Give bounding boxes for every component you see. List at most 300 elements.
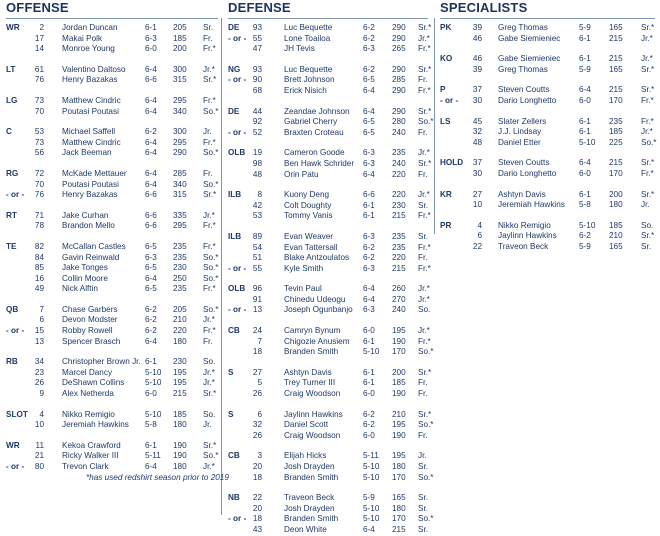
position-label: LT bbox=[6, 64, 16, 74]
player-weight: 260 bbox=[392, 284, 406, 294]
player-name: Nick Alftin bbox=[62, 284, 98, 294]
player-weight: 200 bbox=[173, 44, 187, 54]
player-class: Fr. bbox=[418, 169, 428, 179]
roster-row bbox=[228, 34, 428, 45]
player-height: 6-1 bbox=[363, 200, 375, 210]
player-class: Sr.* bbox=[203, 440, 217, 450]
player-class: Jr.* bbox=[641, 54, 653, 64]
player-height: 6-4 bbox=[145, 462, 157, 471]
roster-row bbox=[228, 514, 434, 525]
player-class: So.* bbox=[418, 117, 434, 127]
player-class: Fr.* bbox=[418, 242, 431, 252]
jersey-number: 20 bbox=[252, 503, 262, 513]
player-weight: 230 bbox=[392, 200, 406, 210]
player-height: 6-2 bbox=[363, 23, 375, 32]
jersey-number: 4 bbox=[39, 409, 44, 419]
player-weight: 195 bbox=[392, 451, 406, 461]
player-class: Jr.* bbox=[418, 284, 430, 294]
player-weight: 180 bbox=[173, 336, 187, 346]
roster-row bbox=[6, 221, 218, 232]
player-name: Marcel Dancy bbox=[62, 367, 113, 377]
position-label: WR bbox=[6, 23, 20, 32]
player-name: McCallan Castles bbox=[62, 241, 126, 251]
player-height: 6-6 bbox=[145, 75, 157, 85]
player-weight: 210 bbox=[392, 409, 406, 419]
jersey-number: 44 bbox=[252, 106, 262, 116]
jersey-number: 32 bbox=[252, 420, 262, 430]
player-height: 5-9 bbox=[579, 241, 591, 251]
roster-row bbox=[228, 347, 434, 358]
jersey-number: 73 bbox=[34, 95, 44, 105]
player-height: 6-3 bbox=[363, 263, 375, 273]
player-class: So.* bbox=[203, 304, 219, 314]
player-height: 6-3 bbox=[363, 158, 375, 168]
roster-row bbox=[228, 232, 428, 243]
player-height: 5-10 bbox=[363, 472, 380, 482]
position-group bbox=[440, 85, 655, 106]
player-weight: 200 bbox=[392, 367, 406, 377]
player-class: Jr.* bbox=[203, 378, 215, 388]
player-class: Fr.* bbox=[641, 168, 654, 178]
jersey-number: 53 bbox=[252, 211, 262, 221]
position-label: PK bbox=[440, 23, 452, 32]
jersey-number: 24 bbox=[252, 326, 262, 336]
roster-row bbox=[228, 170, 428, 181]
roster-row bbox=[440, 200, 655, 211]
player-name: Dario Longhetto bbox=[498, 95, 557, 105]
roster-row bbox=[6, 451, 218, 462]
player-height: 6-4 bbox=[363, 524, 375, 534]
player-name: Erick Nisich bbox=[284, 85, 327, 95]
player-class: Fr.* bbox=[641, 95, 654, 105]
jersey-number: 85 bbox=[34, 263, 44, 273]
roster-row bbox=[228, 378, 428, 389]
player-weight: 170 bbox=[392, 472, 406, 482]
player-weight: 315 bbox=[173, 190, 187, 200]
position-group bbox=[228, 367, 432, 400]
player-height: 6-0 bbox=[145, 389, 157, 399]
position-group bbox=[6, 242, 218, 295]
jersey-number: 26 bbox=[252, 430, 262, 440]
column-divider bbox=[434, 18, 435, 234]
jersey-number: 5 bbox=[257, 378, 262, 388]
player-weight: 235 bbox=[609, 116, 623, 126]
player-height: 6-4 bbox=[363, 169, 375, 179]
roster-row bbox=[6, 138, 218, 149]
position-label: PR bbox=[440, 220, 452, 230]
player-height: 6-2 bbox=[145, 304, 157, 314]
position-label: - or - bbox=[6, 190, 25, 200]
player-height: 6-2 bbox=[363, 253, 375, 263]
position-label: TE bbox=[6, 241, 17, 251]
specialists-heading: SPECIALISTS bbox=[440, 0, 655, 19]
roster-row bbox=[6, 44, 218, 55]
player-name: Chigozie Anusiem bbox=[284, 336, 350, 346]
jersey-number: 6 bbox=[257, 409, 262, 419]
column-divider bbox=[221, 18, 222, 515]
position-group bbox=[6, 410, 218, 431]
position-group bbox=[440, 190, 655, 211]
player-name: Ashtyn Davis bbox=[498, 189, 546, 199]
player-weight: 290 bbox=[392, 85, 406, 95]
jersey-number: 32 bbox=[472, 127, 482, 137]
player-name: Zeandae Johnson bbox=[284, 106, 350, 116]
jersey-number: 6 bbox=[477, 231, 482, 241]
roster-row bbox=[228, 148, 428, 159]
player-class: Jr.* bbox=[418, 326, 430, 336]
player-height: 6-1 bbox=[145, 357, 157, 367]
player-class: Sr.* bbox=[418, 64, 432, 74]
position-group bbox=[6, 441, 218, 473]
player-height: 5-10 bbox=[145, 367, 162, 377]
offense-column bbox=[6, 0, 229, 483]
player-weight: 215 bbox=[609, 54, 623, 64]
player-class: Jr.* bbox=[418, 294, 430, 304]
player-class: So. bbox=[641, 220, 654, 230]
player-name: Nikko Remigio bbox=[498, 220, 551, 230]
jersey-number: 26 bbox=[252, 389, 262, 399]
player-height: 6-6 bbox=[145, 221, 157, 231]
jersey-number: 51 bbox=[252, 253, 262, 263]
position-label: LS bbox=[440, 116, 451, 126]
player-height: 6-4 bbox=[145, 106, 157, 116]
roster-row bbox=[228, 211, 431, 222]
player-height: 6-0 bbox=[363, 326, 375, 336]
player-height: 6-3 bbox=[363, 305, 375, 315]
jersey-number: 18 bbox=[252, 347, 262, 357]
player-class: Fr.* bbox=[203, 284, 216, 294]
roster-row bbox=[6, 96, 218, 107]
player-name: Ashtyn Davis bbox=[284, 367, 332, 377]
jersey-number: 13 bbox=[252, 305, 262, 315]
player-class: Fr.* bbox=[203, 95, 216, 105]
player-height: 6-1 bbox=[145, 440, 157, 450]
player-name: Orin Patu bbox=[284, 169, 319, 179]
player-weight: 240 bbox=[392, 127, 406, 137]
jersey-number: 72 bbox=[34, 168, 44, 178]
jersey-number: 39 bbox=[472, 23, 482, 32]
jersey-number: 55 bbox=[252, 263, 262, 273]
roster-row bbox=[228, 462, 428, 473]
jersey-number: 2 bbox=[39, 23, 44, 32]
position-group bbox=[6, 305, 218, 347]
defense-groups bbox=[228, 23, 434, 536]
player-height: 6-1 bbox=[363, 367, 375, 377]
player-class: Sr.* bbox=[203, 190, 217, 200]
position-label: S bbox=[228, 409, 234, 419]
player-weight: 230 bbox=[173, 357, 187, 367]
player-class: Sr. bbox=[418, 231, 429, 241]
position-label: ILB bbox=[228, 190, 242, 200]
player-height: 6-3 bbox=[363, 44, 375, 54]
position-label: C bbox=[6, 127, 12, 137]
player-weight: 180 bbox=[392, 462, 406, 471]
player-height: 5-10 bbox=[145, 378, 162, 388]
jersey-number: 53 bbox=[34, 127, 44, 137]
position-group bbox=[6, 357, 218, 399]
roster-row bbox=[6, 441, 218, 452]
position-group bbox=[6, 169, 218, 201]
player-name: Elijah Hicks bbox=[284, 451, 327, 461]
player-name: Lone Toailoa bbox=[284, 33, 331, 43]
player-name: Collin Moore bbox=[62, 273, 108, 283]
position-label: RG bbox=[6, 168, 19, 178]
jersey-number: 8 bbox=[257, 190, 262, 200]
player-weight: 210 bbox=[609, 231, 623, 241]
specialists-groups bbox=[440, 23, 655, 253]
roster-row bbox=[228, 420, 434, 431]
player-class: Fr.* bbox=[418, 263, 431, 273]
player-weight: 190 bbox=[173, 451, 187, 461]
player-height: 5-8 bbox=[579, 200, 591, 210]
position-group bbox=[440, 117, 655, 149]
player-class: Fr.* bbox=[641, 116, 654, 126]
player-class: Sr. bbox=[641, 241, 652, 251]
roster-row bbox=[6, 107, 218, 118]
player-class: Fr. bbox=[418, 389, 428, 399]
roster-row bbox=[228, 295, 428, 306]
roster-row bbox=[228, 504, 428, 515]
jersey-number: 78 bbox=[34, 221, 44, 231]
player-class: Fr. bbox=[418, 253, 428, 263]
player-weight: 235 bbox=[173, 284, 187, 294]
player-name: Deon White bbox=[284, 524, 327, 534]
player-class: Sr.* bbox=[641, 189, 655, 199]
player-weight: 215 bbox=[392, 524, 406, 534]
roster-row bbox=[440, 221, 655, 232]
jersey-number: 7 bbox=[39, 304, 44, 314]
player-class: Fr.* bbox=[203, 326, 216, 336]
offense-heading: OFFENSE bbox=[6, 0, 218, 19]
player-name: Ricky Walker III bbox=[62, 451, 119, 461]
roster-row bbox=[440, 34, 655, 45]
roster-row bbox=[228, 284, 428, 295]
jersey-number: 49 bbox=[34, 284, 44, 294]
jersey-number: 46 bbox=[472, 33, 482, 43]
player-height: 6-2 bbox=[145, 326, 157, 336]
player-height: 6-0 bbox=[145, 44, 157, 54]
player-class: So.* bbox=[203, 263, 219, 273]
position-label: DE bbox=[228, 106, 240, 116]
roster-row bbox=[6, 253, 218, 264]
player-weight: 235 bbox=[392, 242, 406, 252]
jersey-number: 9 bbox=[39, 389, 44, 399]
player-name: JH Tevis bbox=[284, 44, 315, 54]
player-name: Jake Tonges bbox=[62, 263, 108, 273]
player-weight: 335 bbox=[173, 210, 187, 220]
jersey-number: 15 bbox=[34, 326, 44, 336]
player-height: 6-5 bbox=[363, 127, 375, 137]
player-name: Daniel Scott bbox=[284, 420, 329, 430]
player-class: Fr. bbox=[203, 33, 213, 43]
position-label: QB bbox=[6, 304, 19, 314]
player-class: So.* bbox=[203, 273, 219, 283]
player-name: Gabe Siemieniec bbox=[498, 54, 561, 64]
jersey-number: 73 bbox=[34, 137, 44, 147]
player-class: Sr. bbox=[418, 462, 429, 471]
player-name: Kekoa Crawford bbox=[62, 440, 121, 450]
jersey-number: 23 bbox=[34, 367, 44, 377]
player-name: Branden Smith bbox=[284, 514, 339, 524]
player-class: Jr.* bbox=[418, 33, 430, 43]
player-weight: 215 bbox=[609, 33, 623, 43]
player-class: Sr.* bbox=[418, 367, 432, 377]
player-name: Jeremiah Hawkins bbox=[498, 200, 565, 210]
player-weight: 295 bbox=[173, 221, 187, 231]
player-weight: 240 bbox=[392, 305, 406, 315]
roster-row bbox=[6, 368, 218, 379]
jersey-number: 45 bbox=[472, 116, 482, 126]
jersey-number: 42 bbox=[252, 200, 262, 210]
position-label: NG bbox=[228, 64, 241, 74]
roster-row bbox=[228, 158, 432, 170]
player-weight: 170 bbox=[609, 168, 623, 178]
roster-row bbox=[228, 117, 434, 128]
player-class: So. bbox=[418, 305, 431, 315]
roster-row bbox=[228, 431, 428, 442]
jersey-number: 54 bbox=[252, 242, 262, 252]
player-height: 6-2 bbox=[363, 33, 375, 43]
player-height: 6-0 bbox=[579, 95, 591, 105]
jersey-number: 93 bbox=[252, 23, 262, 32]
player-weight: 170 bbox=[392, 514, 406, 524]
jersey-number: 16 bbox=[34, 273, 44, 283]
roster-row bbox=[228, 201, 428, 212]
roster-row bbox=[228, 242, 431, 254]
player-weight: 215 bbox=[392, 211, 406, 221]
roster-row bbox=[228, 326, 428, 337]
roster-row bbox=[228, 190, 428, 201]
player-height: 6-3 bbox=[145, 33, 157, 43]
roster-row bbox=[440, 23, 655, 34]
jersey-number: 22 bbox=[472, 241, 482, 251]
roster-row bbox=[440, 85, 655, 96]
player-name: Brandon Mello bbox=[62, 221, 115, 231]
player-height: 6-4 bbox=[145, 168, 157, 178]
player-height: 5-9 bbox=[363, 493, 375, 503]
player-weight: 235 bbox=[392, 231, 406, 241]
player-weight: 180 bbox=[173, 462, 187, 471]
player-height: 6-3 bbox=[145, 252, 157, 262]
player-height: 6-4 bbox=[145, 273, 157, 283]
player-height: 6-3 bbox=[363, 231, 375, 241]
roster-row bbox=[228, 128, 428, 139]
player-class: Sr.* bbox=[418, 409, 432, 419]
position-group bbox=[440, 221, 655, 253]
player-weight: 215 bbox=[392, 263, 406, 273]
player-name: Matthew Cindric bbox=[62, 95, 121, 105]
player-weight: 220 bbox=[392, 169, 406, 179]
player-name: Chinedu Udeogu bbox=[284, 294, 346, 304]
player-class: So.* bbox=[203, 106, 219, 116]
player-height: 6-1 bbox=[363, 378, 375, 388]
player-height: 6-6 bbox=[145, 190, 157, 200]
roster-row bbox=[440, 158, 655, 169]
player-height: 5-9 bbox=[579, 23, 591, 32]
player-height: 6-1 bbox=[579, 33, 591, 43]
player-height: 6-6 bbox=[363, 190, 375, 200]
position-group bbox=[228, 409, 434, 442]
player-class: Jr.* bbox=[641, 33, 653, 43]
position-label: OLB bbox=[228, 284, 246, 294]
roster-row bbox=[228, 409, 432, 421]
player-height: 6-0 bbox=[363, 389, 375, 399]
player-class: So.* bbox=[418, 472, 434, 482]
player-height: 6-4 bbox=[363, 85, 375, 95]
defense-column bbox=[228, 0, 434, 536]
roster-row bbox=[6, 420, 218, 431]
position-label: - or - bbox=[228, 127, 247, 137]
player-name: Valentino Daltoso bbox=[62, 64, 126, 74]
player-name: Matthew Cindric bbox=[62, 137, 121, 147]
roster-row bbox=[440, 138, 655, 149]
player-class: Sr.* bbox=[641, 231, 655, 241]
jersey-number: 18 bbox=[252, 514, 262, 524]
jersey-number: 46 bbox=[472, 54, 482, 64]
jersey-number: 22 bbox=[252, 493, 262, 503]
player-weight: 300 bbox=[173, 127, 187, 137]
jersey-number: 37 bbox=[472, 85, 482, 95]
player-name: Daniel Etter bbox=[498, 137, 541, 147]
jersey-number: 10 bbox=[34, 420, 44, 430]
roster-row bbox=[6, 169, 218, 180]
player-name: Trevon Clark bbox=[62, 462, 109, 471]
player-class: Fr. bbox=[418, 430, 428, 440]
player-class: So.* bbox=[641, 137, 657, 147]
roster-row bbox=[6, 337, 218, 348]
player-name: Josh Drayden bbox=[284, 503, 335, 513]
player-class: Fr. bbox=[418, 378, 428, 388]
player-name: Monroe Young bbox=[62, 44, 115, 54]
player-weight: 170 bbox=[609, 95, 623, 105]
jersey-number: 19 bbox=[252, 148, 262, 158]
player-class: So.* bbox=[203, 148, 219, 158]
player-name: McKade Mettauer bbox=[62, 168, 127, 178]
player-class: Fr.* bbox=[203, 241, 216, 251]
roster-row bbox=[6, 410, 218, 421]
position-label: - or - bbox=[440, 95, 459, 105]
player-class: Jr. bbox=[203, 127, 212, 137]
player-height: 6-4 bbox=[579, 85, 591, 95]
roster-row bbox=[440, 117, 655, 128]
player-class: Fr.* bbox=[203, 137, 216, 147]
roster-row bbox=[6, 315, 218, 326]
position-label: - or - bbox=[228, 33, 247, 43]
position-label: OLB bbox=[228, 148, 246, 158]
player-name: Robby Rowell bbox=[62, 326, 113, 336]
player-weight: 195 bbox=[173, 367, 187, 377]
player-class: Fr. bbox=[418, 127, 428, 137]
player-name: Brett Johnson bbox=[284, 75, 335, 85]
player-name: J.J. Lindsay bbox=[498, 127, 542, 137]
roster-row bbox=[228, 64, 432, 76]
player-name: Craig Woodson bbox=[284, 430, 341, 440]
position-group bbox=[6, 127, 218, 159]
player-class: Sr.* bbox=[418, 158, 432, 168]
player-class: So. bbox=[203, 357, 216, 367]
roster-row bbox=[228, 472, 434, 484]
roster-row bbox=[440, 65, 655, 76]
position-group bbox=[228, 451, 434, 483]
player-weight: 195 bbox=[392, 326, 406, 336]
jersey-number: 70 bbox=[34, 106, 44, 116]
player-weight: 285 bbox=[392, 75, 406, 85]
jersey-number: 14 bbox=[34, 44, 44, 54]
player-height: 6-4 bbox=[145, 64, 157, 74]
jersey-number: 30 bbox=[472, 168, 482, 178]
player-weight: 280 bbox=[392, 117, 406, 127]
position-group bbox=[440, 23, 655, 44]
